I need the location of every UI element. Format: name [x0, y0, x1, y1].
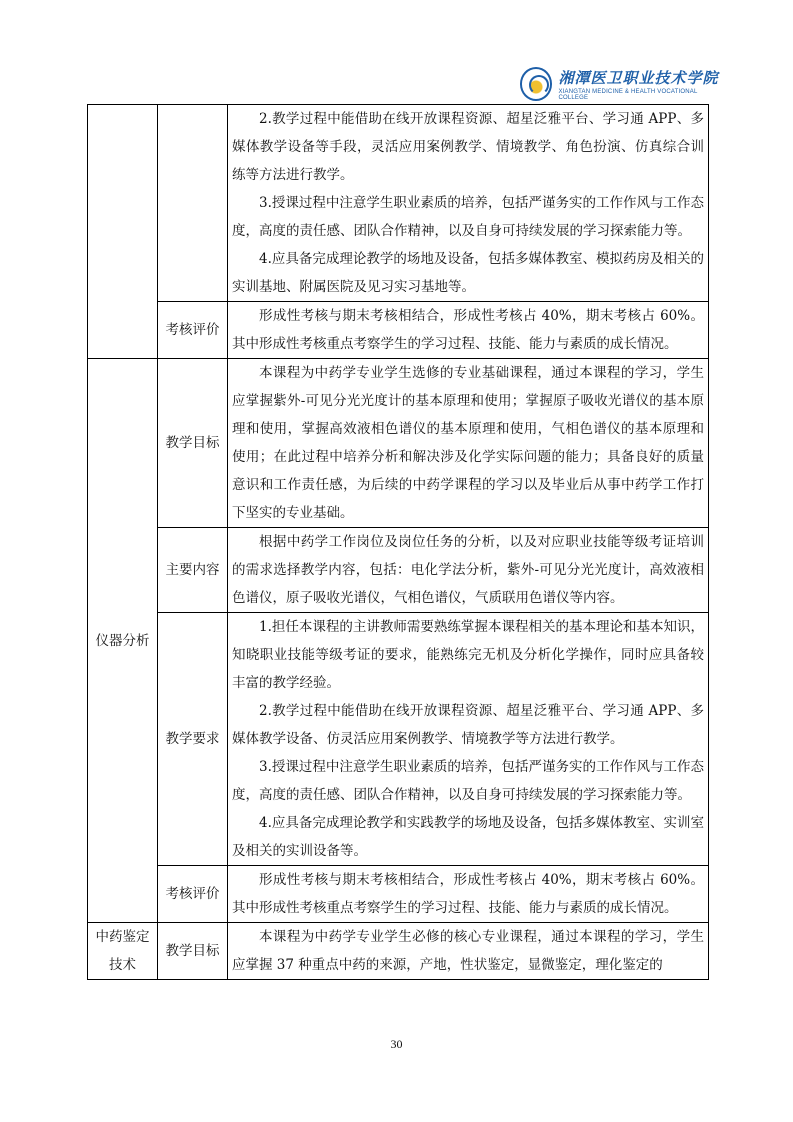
paragraph: 4.应具备完成理论教学的场地及设备，包括多媒体教室、模拟药房及相关的实训基地、附属医院及见习实习基地等。	[232, 251, 704, 295]
paragraph: 3.授课过程中注意学生职业素质的培养，包括严谨务实的工作作风与工作态度，高度的责任感、团队合作精神，以及自身可持续发展的学习探索能力等。	[232, 195, 704, 239]
assessment-text	[228, 866, 709, 923]
main-content-text	[228, 528, 709, 613]
paragraph: 4.应具备完成理论教学和实践教学的场地及设备，包括多媒体教室、实训室及相关的实训设备等。	[232, 815, 704, 859]
teaching-requirements-continued	[228, 105, 709, 302]
logo-chinese-name: 湘潭医卫职业技术学院	[558, 69, 719, 87]
paragraph: 本课程为中药学专业学生必修的核心专业课程，通过本课程的学习，学生应掌握 37 种重点中药的来源，产地，性状鉴定，显微鉴定，理化鉴定的	[232, 929, 704, 973]
teaching-goal-text	[228, 359, 709, 528]
table-row	[88, 528, 709, 613]
table-row	[88, 359, 709, 528]
section-label: 考核评价	[158, 866, 228, 923]
table-row	[88, 105, 709, 302]
section-label: 教学目标	[158, 923, 228, 980]
paragraph: 本课程为中药学专业学生选修的专业基础课程，通过本课程的学习，学生应掌握紫外-可见分光光度计的基本原理和使用；掌握原子吸收光谱仪的基本原理和使用，掌握高效液相色谱仪的基本原理和使用，气相色谱仪的基本原理和使用；在此过程中培养分析和解决涉及化学实际问题的能力；具备良好的质量意识和工作责任感，为后续的中药学课程的学习以及毕业后从事中药学工作打下坚实的专业基础。	[232, 365, 704, 521]
course-cell-continued	[88, 105, 158, 359]
section-label-cell-continued	[158, 105, 228, 302]
curriculum-table	[87, 104, 709, 980]
logo-text	[558, 67, 720, 101]
course-name: 中药鉴定 技术	[88, 923, 158, 980]
table-row	[88, 302, 709, 359]
table-row	[88, 866, 709, 923]
section-label: 主要内容	[158, 528, 228, 613]
paragraph: 1.担任本课程的主讲教师需要熟练掌握本课程相关的基本理论和基本知识，知晓职业技能等级考证的要求，能熟练完无机及分析化学操作，同时应具备较丰富的教学经验。	[232, 619, 704, 691]
paragraph: 形成性考核与期末考核相结合，形成性考核占 40%，期末考核占 60%。其中形成性考核重点考察学生的学习过程、技能、能力与素质的成长情况。	[232, 308, 704, 352]
section-label: 考核评价	[158, 302, 228, 359]
table-row	[88, 923, 709, 980]
paragraph: 形成性考核与期末考核相结合，形成性考核占 40%，期末考核占 60%。其中形成性考核重点考察学生的学习过程、技能、能力与素质的成长情况。	[232, 872, 704, 916]
logo-english-name: XIANGTAN MEDICINE & HEALTH VOCATIONAL COLLEGE	[558, 89, 698, 101]
college-logo	[520, 66, 720, 102]
paragraph: 2.教学过程中能借助在线开放课程资源、超星泛雅平台、学习通 APP、多媒体教学设备、仿灵活应用案例教学、情境教学等方法进行教学。	[232, 703, 704, 747]
page-number: 30	[390, 1037, 403, 1051]
section-label: 教学要求	[158, 613, 228, 866]
paragraph: 根据中药学工作岗位及岗位任务的分析，以及对应职业技能等级考证培训的需求选择教学内容，包括：电化学法分析，紫外-可见分光光度计，高效液相色谱仪，原子吸收光谱仪，气相色谱仪，气质联用色谱仪等内容。	[232, 534, 704, 606]
teaching-requirements-text	[228, 613, 709, 866]
course-name: 仪器分析	[88, 359, 158, 923]
college-emblem-icon	[520, 67, 552, 101]
paragraph: 2.教学过程中能借助在线开放课程资源、超星泛雅平台、学习通 APP、多媒体教学设备等手段，灵活应用案例教学、情境教学、角色扮演、仿真综合训练等方法进行教学。	[232, 111, 704, 183]
assessment-text	[228, 302, 709, 359]
teaching-goal-text	[228, 923, 709, 980]
paragraph: 3.授课过程中注意学生职业素质的培养，包括严谨务实的工作作风与工作态度，高度的责任感、团队合作精神，以及自身可持续发展的学习探索能力等。	[232, 759, 704, 803]
section-label: 教学目标	[158, 359, 228, 528]
table-row	[88, 613, 709, 866]
